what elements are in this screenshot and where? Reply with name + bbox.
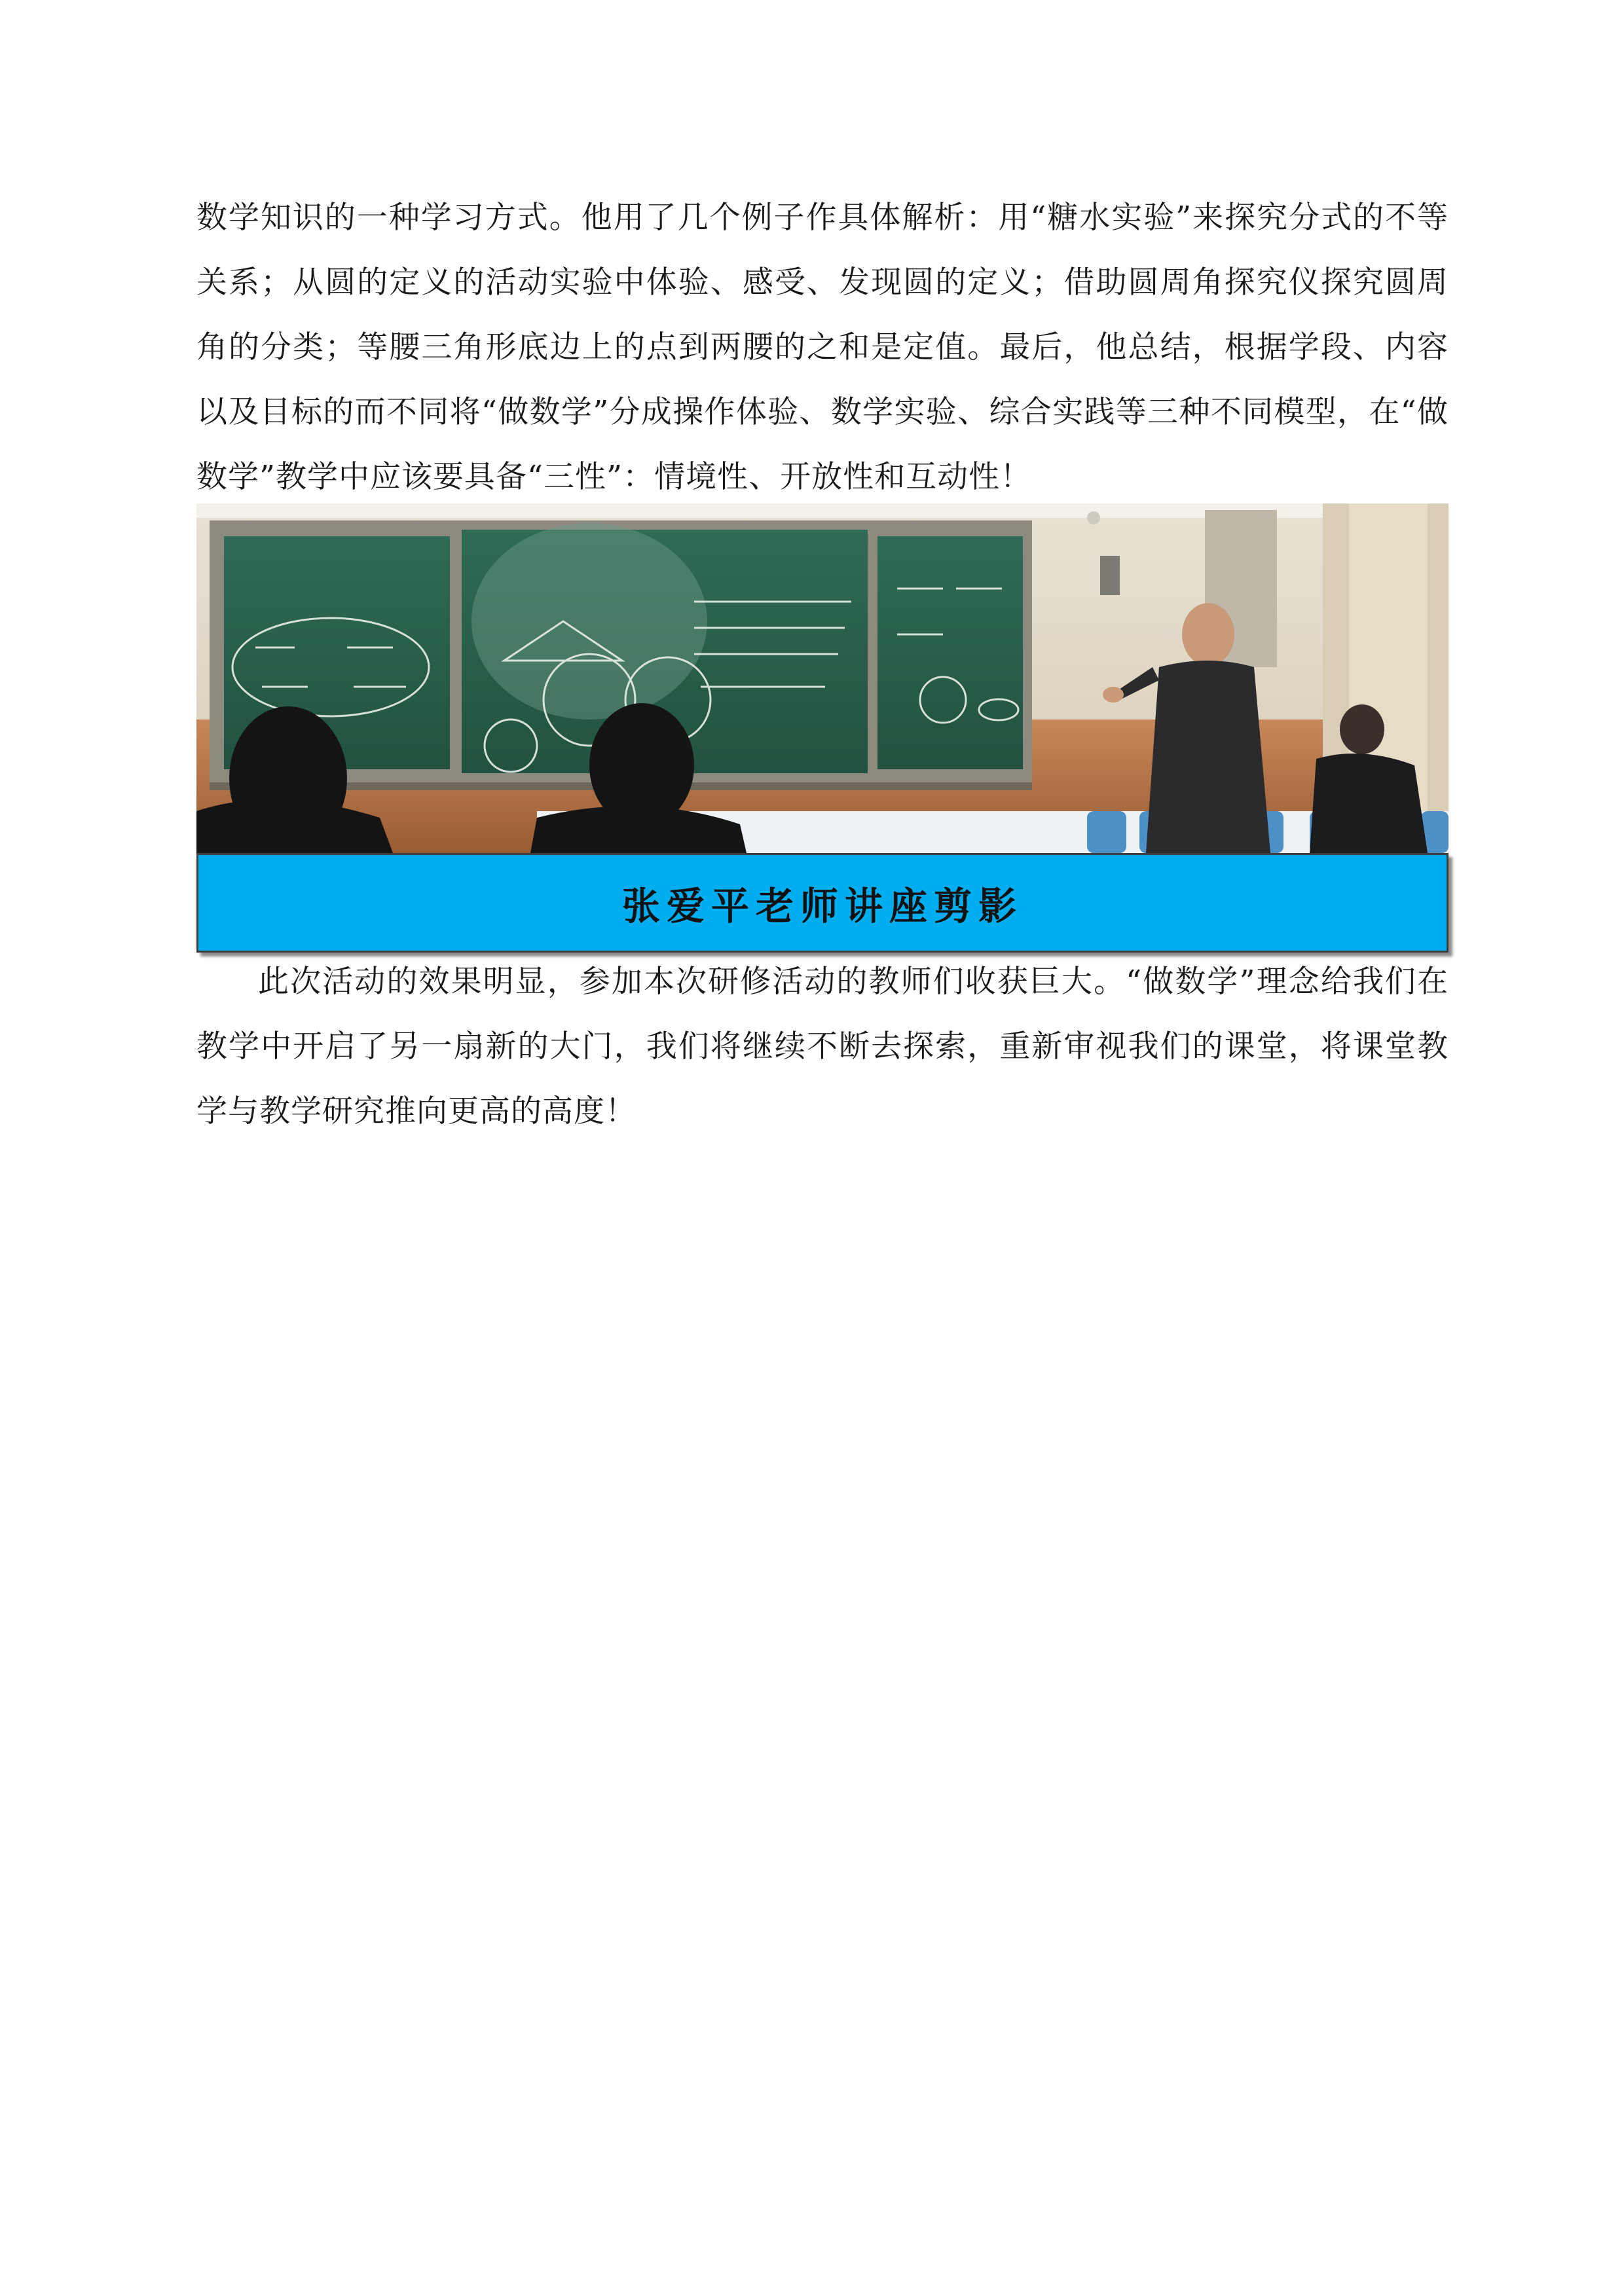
lecture-photo bbox=[196, 503, 1449, 853]
photo-caption: 张爱平老师讲座剪影 bbox=[621, 884, 1023, 928]
paragraph-2: 此次活动的效果明显，参加本次研修活动的教师们收获巨大。“做数学”理念给我们在教学中开启了另一扇新的大门，我们将继续不断去探索，重新审视我们的课堂，将课堂教学与教学研究推向更高的高度！ bbox=[196, 964, 1449, 1129]
paragraph-1: 数学知识的一种学习方式。他用了几个例子作具体解析：用“糖水实验”来探究分式的不等关系；从圆的定义的活动实验中体验、感受、发现圆的定义；借助圆周角探究仪探究圆周角的分类；等腰三角形底边上的点到两腰的之和是定值。最后，他总结，根据学段、内容以及目标的而不同将“做数学”分成操作体验、数学实验、综合实践等三种不同模型，在“做数学”教学中应该要具备“三性”：情境性、开放性和互动性！ bbox=[196, 200, 1449, 495]
photo-caption-box bbox=[196, 853, 1449, 953]
